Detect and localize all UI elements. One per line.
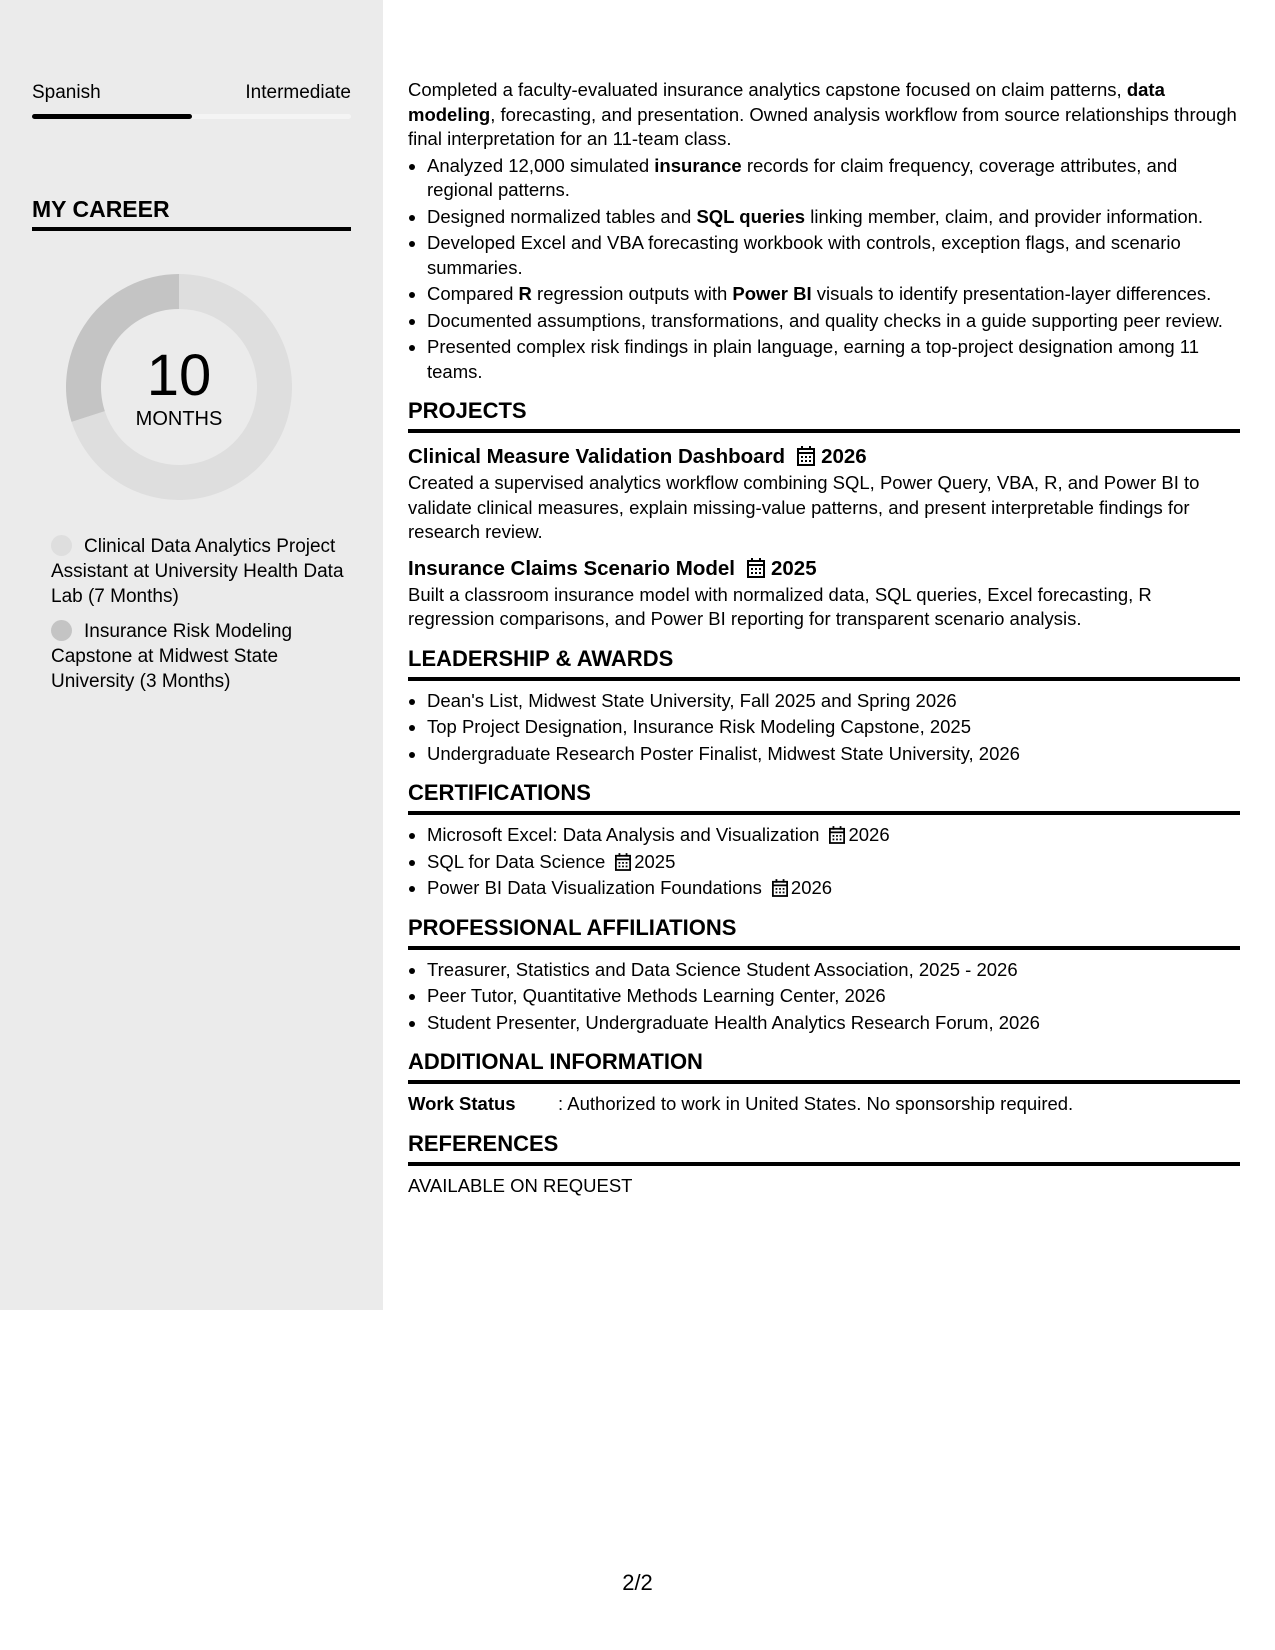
sidebar bbox=[0, 0, 383, 1310]
project-title: Insurance Claims Scenario Model bbox=[408, 556, 735, 580]
project-description: Created a supervised analytics workflow combining SQL, Power Query, VBA, R, and Power BI to validate clinical measures, explain missing-value patterns, and present interpretable findings for research review. bbox=[408, 472, 1200, 542]
project-title: Clinical Measure Validation Dashboard bbox=[408, 445, 786, 468]
leadership-heading: LEADERSHIP & AWARDS bbox=[408, 644, 1240, 681]
experience-intro bbox=[408, 78, 1240, 152]
project-title-row bbox=[408, 443, 1240, 471]
career-legend-dot bbox=[51, 620, 72, 641]
experience-bullet bbox=[427, 205, 1240, 230]
experience-bullet bbox=[427, 282, 1240, 307]
language-proficiency-bar bbox=[32, 114, 351, 119]
project bbox=[408, 443, 1240, 545]
language-level: Intermediate bbox=[245, 82, 351, 103]
certification-name: Power BI Data Visualization Foundations bbox=[427, 877, 762, 898]
certification-year: 2026 bbox=[848, 824, 890, 845]
projects-heading: PROJECTS bbox=[408, 396, 1240, 433]
leadership-item: • Dean's List, Midwest State University, Fall 2025 and Spring 2026 bbox=[427, 689, 1240, 714]
project-year: 2026 bbox=[821, 445, 867, 468]
career-legend-dot bbox=[51, 535, 72, 556]
career-heading: MY CAREER bbox=[32, 196, 351, 231]
references-heading: REFERENCES bbox=[408, 1129, 1240, 1166]
career-item bbox=[51, 619, 351, 694]
experience-bullet: • Documented assumptions, transformations, and quality checks in a guide supporting peer review. bbox=[427, 309, 1240, 334]
work-status-label: Work Status bbox=[408, 1093, 516, 1114]
intro-text: Completed a faculty-evaluated insurance analytics capstone focused on claim patterns, bbox=[408, 79, 1127, 100]
bullet-text: Analyzed 12,000 simulated bbox=[427, 154, 655, 176]
certification-year: 2026 bbox=[790, 877, 833, 898]
intro-text: , forecasting, and presentation. Owned analysis workflow from source relationships through final interpretation for an 11-team class. bbox=[408, 103, 1237, 149]
project-year: 2025 bbox=[770, 556, 817, 580]
calendar-icon bbox=[829, 826, 845, 844]
career-item-text: Clinical Data Analytics Project Assistant at University Health Data Lab (7 Months) bbox=[51, 536, 344, 607]
bullet-bold: R bbox=[518, 283, 532, 304]
certification-name: Microsoft Excel: Data Analysis and Visualization bbox=[427, 824, 820, 845]
leadership-item: • Top Project Designation, Insurance Risk Modeling Capstone, 2025 bbox=[427, 715, 1240, 740]
bullet-text: linking member, claim, and provider information. bbox=[805, 205, 1204, 227]
affiliations-list bbox=[408, 958, 1240, 1036]
career-item bbox=[51, 534, 351, 609]
career-list bbox=[51, 534, 351, 704]
additional-info-heading: ADDITIONAL INFORMATION bbox=[408, 1047, 1240, 1084]
bullet-text: visuals to identify presentation-layer differences. bbox=[811, 283, 1212, 304]
certification-name: SQL for Data Science bbox=[427, 850, 606, 872]
bullet-bold: Power BI bbox=[732, 283, 812, 304]
leadership-list bbox=[408, 689, 1240, 767]
career-total-unit: MONTHS bbox=[135, 408, 223, 430]
work-status-row bbox=[408, 1092, 1240, 1117]
calendar-icon bbox=[747, 558, 765, 578]
affiliations-heading: PROFESSIONAL AFFILIATIONS bbox=[408, 913, 1240, 950]
work-status-value: : Authorized to work in United States. No sponsorship required. bbox=[558, 1093, 1074, 1114]
career-item-text: Insurance Risk Modeling Capstone at Midwest State University (3 Months) bbox=[51, 621, 293, 692]
main-content bbox=[408, 78, 1240, 1198]
certification-item bbox=[427, 823, 1240, 848]
project-description: Built a classroom insurance model with normalized data, SQL queries, Excel forecasting, R regression comparisons, and Power BI reporting for transparent scenario analysis. bbox=[408, 583, 1152, 629]
calendar-icon bbox=[797, 446, 815, 466]
experience-bullet: • Developed Excel and VBA forecasting workbook with controls, exception flags, and scenario summaries. bbox=[427, 231, 1240, 280]
language-proficiency-fill bbox=[32, 114, 192, 119]
affiliation-item: • Treasurer, Statistics and Data Science Student Association, 2025 - 2026 bbox=[427, 958, 1240, 983]
certification-item bbox=[427, 876, 1240, 901]
experience-bullet bbox=[427, 154, 1240, 203]
affiliation-item: • Peer Tutor, Quantitative Methods Learning Center, 2026 bbox=[427, 984, 1240, 1009]
intro-bold: data modeling bbox=[408, 79, 1165, 125]
certifications-heading: CERTIFICATIONS bbox=[408, 778, 1240, 815]
certifications-list bbox=[408, 823, 1240, 901]
bullet-text: records for claim frequency, coverage attributes, and regional patterns. bbox=[427, 154, 1178, 200]
bullet-bold: SQL queries bbox=[696, 205, 806, 227]
leadership-item: • Undergraduate Research Poster Finalist, Midwest State University, 2026 bbox=[427, 742, 1240, 767]
certification-year: 2025 bbox=[634, 850, 676, 872]
language-name: Spanish bbox=[32, 82, 101, 103]
bullet-text: Designed normalized tables and bbox=[427, 205, 697, 227]
career-total-months: 10 bbox=[146, 343, 212, 408]
calendar-icon bbox=[772, 879, 788, 897]
bullet-text: regression outputs with bbox=[531, 283, 733, 304]
certification-item bbox=[427, 850, 1240, 875]
bullet-bold: insurance bbox=[654, 154, 742, 176]
project bbox=[408, 555, 1240, 632]
page-number: 2/2 bbox=[622, 1570, 653, 1595]
references-text: AVAILABLE ON REQUEST bbox=[408, 1174, 633, 1196]
affiliation-item: • Student Presenter, Undergraduate Health Analytics Research Forum, 2026 bbox=[427, 1011, 1240, 1036]
project-title-row bbox=[408, 555, 1240, 583]
bullet-text: Compared bbox=[427, 283, 519, 304]
experience-bullet: • Presented complex risk findings in plain language, earning a top-project designation among 11 teams. bbox=[427, 335, 1240, 384]
experience-bullets bbox=[408, 154, 1240, 385]
calendar-icon bbox=[615, 853, 631, 871]
